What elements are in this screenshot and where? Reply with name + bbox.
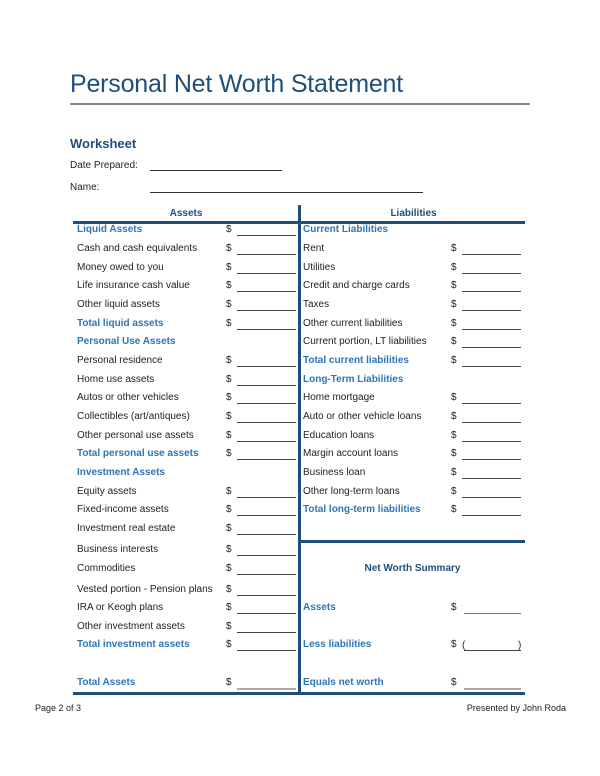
dollar-sign: $ [226, 224, 232, 235]
dollar-sign: $ [451, 486, 457, 497]
assets-amount-field[interactable] [237, 459, 296, 460]
page-title: Personal Net Worth Statement [70, 70, 403, 98]
liabilities-amount-field[interactable] [462, 291, 521, 292]
liabilities-row-label: Business loan [303, 467, 366, 478]
dollar-sign: $ [226, 544, 232, 555]
dollar-sign: $ [451, 411, 457, 422]
assets-amount-field[interactable] [237, 329, 296, 330]
dollar-sign: $ [451, 318, 457, 329]
assets-row-label: Other liquid assets [77, 299, 160, 310]
dollar-sign: $ [226, 486, 232, 497]
assets-row-label: Collectibles (art/antiques) [77, 411, 190, 422]
assets-row-label: Total Assets [77, 677, 136, 688]
summary-amount-field[interactable] [464, 650, 521, 651]
assets-amount-field[interactable] [237, 613, 296, 614]
dollar-sign: $ [226, 299, 232, 310]
assets-amount-field[interactable] [237, 254, 296, 255]
dollar-sign: $ [451, 448, 457, 459]
assets-amount-field[interactable] [237, 688, 296, 690]
summary-row-label: Less liabilities [303, 639, 372, 650]
liabilities-amount-field[interactable] [462, 515, 521, 516]
assets-amount-field[interactable] [237, 291, 296, 292]
summary-amount-field[interactable] [464, 688, 521, 690]
liabilities-row-label: Home mortgage [303, 392, 375, 403]
assets-row-label: Total investment assets [77, 639, 190, 650]
liabilities-amount-field[interactable] [462, 366, 521, 367]
liabilities-row-label: Current portion, LT liabilities [303, 336, 427, 347]
dollar-sign: $ [226, 392, 232, 403]
liabilities-row-label: Total long-term liabilities [303, 504, 421, 515]
worksheet-heading: Worksheet [70, 136, 137, 151]
liabilities-amount-field[interactable] [462, 478, 521, 479]
liabilities-row-label: Long-Term Liabilities [303, 374, 404, 385]
liabilities-amount-field[interactable] [462, 403, 521, 404]
summary-row-label: Assets [303, 602, 336, 613]
close-paren: ) [518, 640, 522, 651]
assets-row-label: Total liquid assets [77, 318, 164, 329]
dollar-sign: $ [451, 336, 457, 347]
net-worth-summary-heading: Net Worth Summary [364, 563, 461, 574]
dollar-sign: $ [226, 563, 232, 574]
dollar-sign: $ [451, 602, 457, 613]
assets-amount-field[interactable] [237, 515, 296, 516]
dollar-sign: $ [226, 355, 232, 366]
assets-row-label: Money owed to you [77, 262, 164, 273]
dollar-sign: $ [451, 677, 457, 688]
liabilities-row-label: Education loans [303, 430, 375, 441]
dollar-sign: $ [451, 504, 457, 515]
page-number: Page 2 of 3 [35, 703, 82, 713]
liabilities-amount-field[interactable] [462, 310, 521, 311]
assets-amount-field[interactable] [237, 385, 296, 386]
assets-row-label: Other personal use assets [77, 430, 194, 441]
assets-row-label: Business interests [77, 544, 159, 555]
dollar-sign: $ [226, 523, 232, 534]
dollar-sign: $ [226, 602, 232, 613]
dollar-sign: $ [451, 299, 457, 310]
liabilities-row-label: Total current liabilities [303, 355, 409, 366]
assets-row-label: Commodities [77, 563, 136, 574]
assets-row-label: Liquid Assets [77, 224, 143, 235]
dollar-sign: $ [451, 243, 457, 254]
dollar-sign: $ [451, 430, 457, 441]
liabilities-column-header: Liabilities [390, 208, 437, 219]
liabilities-summary-divider [300, 540, 525, 543]
liabilities-row-label: Other long-term loans [303, 486, 400, 497]
name-label: Name: [70, 182, 100, 193]
presenter-credit: Presented by John Roda [466, 703, 566, 713]
liabilities-row-label: Utilities [303, 262, 336, 273]
liabilities-row-label: Taxes [303, 299, 330, 310]
liabilities-amount-field[interactable] [462, 347, 521, 348]
assets-row-label: Autos or other vehicles [77, 392, 179, 403]
liabilities-amount-field[interactable] [462, 273, 521, 274]
dollar-sign: $ [226, 262, 232, 273]
liabilities-amount-field[interactable] [462, 254, 521, 255]
assets-amount-field[interactable] [237, 422, 296, 423]
assets-row-label: Investment real estate [77, 523, 176, 534]
liabilities-amount-field[interactable] [462, 441, 521, 442]
summary-row-label: Equals net worth [303, 677, 384, 688]
liabilities-row-label: Other current liabilities [303, 318, 403, 329]
dollar-sign: $ [226, 448, 232, 459]
assets-amount-field[interactable] [237, 235, 296, 236]
date-prepared-field[interactable] [150, 170, 282, 171]
liabilities-amount-field[interactable] [462, 459, 521, 460]
assets-row-label: Cash and cash equivalents [77, 243, 198, 254]
assets-amount-field[interactable] [237, 497, 296, 498]
assets-row-label: IRA or Keogh plans [77, 602, 164, 613]
assets-column-header: Assets [169, 208, 203, 219]
name-field[interactable] [150, 192, 423, 193]
assets-row-label: Life insurance cash value [77, 280, 190, 291]
dollar-sign: $ [451, 280, 457, 291]
column-divider [298, 205, 301, 695]
assets-row-label: Other investment assets [77, 621, 185, 632]
liabilities-row-label: Credit and charge cards [303, 280, 410, 291]
assets-amount-field[interactable] [237, 574, 296, 575]
dollar-sign: $ [451, 392, 457, 403]
assets-amount-field[interactable] [237, 441, 296, 442]
assets-row-label: Equity assets [77, 486, 137, 497]
liabilities-row-label: Rent [303, 243, 325, 254]
assets-amount-field[interactable] [237, 555, 296, 556]
dollar-sign: $ [226, 621, 232, 632]
assets-row-label: Total personal use assets [77, 448, 199, 459]
assets-amount-field[interactable] [237, 366, 296, 367]
open-paren: ( [462, 640, 466, 651]
liabilities-amount-field[interactable] [462, 497, 521, 498]
assets-amount-field[interactable] [237, 273, 296, 274]
assets-amount-field[interactable] [237, 595, 296, 596]
dollar-sign: $ [226, 639, 232, 650]
assets-row-label: Investment Assets [77, 467, 165, 478]
assets-row-label: Home use assets [77, 374, 155, 385]
date-prepared-label: Date Prepared: [70, 160, 138, 171]
liabilities-amount-field[interactable] [462, 422, 521, 423]
dollar-sign: $ [226, 243, 232, 254]
dollar-sign: $ [226, 411, 232, 422]
assets-row-label: Vested portion - Pension plans [77, 584, 213, 595]
table-bottom-border [73, 692, 525, 695]
dollar-sign: $ [226, 504, 232, 515]
dollar-sign: $ [226, 677, 232, 688]
liabilities-row-label: Margin account loans [303, 448, 399, 459]
assets-row-label: Fixed-income assets [77, 504, 169, 515]
dollar-sign: $ [226, 280, 232, 291]
assets-row-label: Personal Use Assets [77, 336, 176, 347]
dollar-sign: $ [226, 584, 232, 595]
liabilities-row-label: Current Liabilities [303, 224, 389, 235]
dollar-sign: $ [451, 467, 457, 478]
assets-amount-field[interactable] [237, 534, 296, 535]
assets-amount-field[interactable] [237, 632, 296, 633]
dollar-sign: $ [226, 374, 232, 385]
assets-amount-field[interactable] [237, 650, 296, 651]
dollar-sign: $ [226, 318, 232, 329]
dollar-sign: $ [451, 262, 457, 273]
title-divider [70, 103, 530, 105]
liabilities-amount-field[interactable] [462, 329, 521, 330]
dollar-sign: $ [226, 430, 232, 441]
assets-amount-field[interactable] [237, 310, 296, 311]
summary-amount-field[interactable] [464, 613, 521, 614]
assets-amount-field[interactable] [237, 403, 296, 404]
dollar-sign: $ [451, 639, 457, 650]
liabilities-row-label: Auto or other vehicle loans [303, 411, 422, 422]
dollar-sign: $ [451, 355, 457, 366]
assets-row-label: Personal residence [77, 355, 163, 366]
